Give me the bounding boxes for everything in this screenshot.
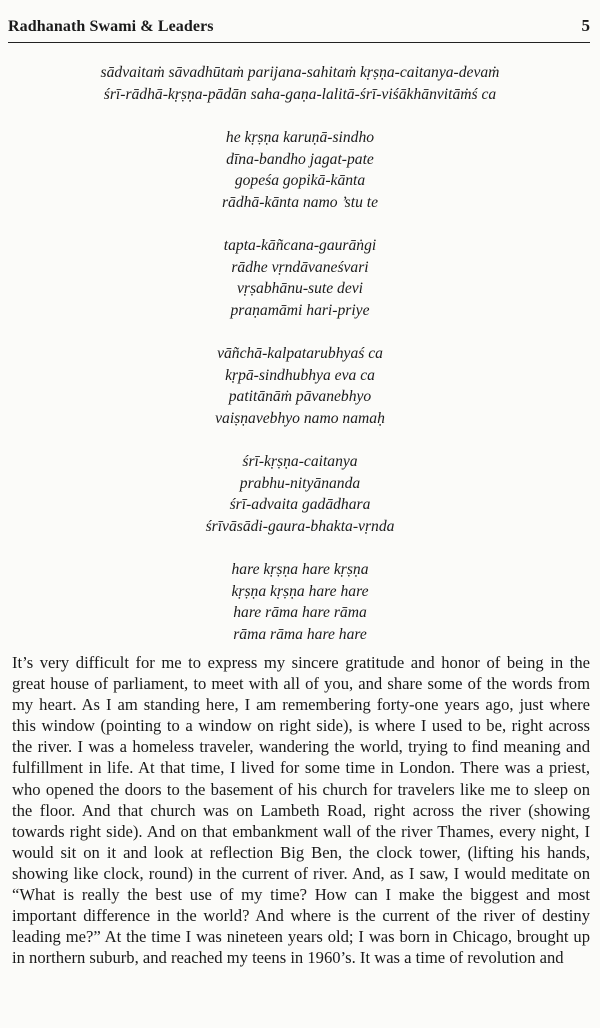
verse-line: vāñchā-kalpatarubhyaś ca: [217, 345, 383, 362]
verse-line: gopeśa gopikā-kānta: [234, 172, 366, 189]
verse-line: kṛpā-sindhubhya eva ca: [225, 366, 375, 384]
verse-line: kṛṣṇa kṛṣṇa hare hare: [231, 582, 369, 600]
verse-line: śrī-rādhā-kṛṣṇa-pādān saha-gaṇa-lalitā-śrī-viśākhānvitāṁś ca: [103, 85, 497, 103]
verse-line: prabhu-nityānanda: [239, 474, 361, 492]
body-text: [12, 652, 590, 968]
verse-line: rādhā-kānta namo ’stu te: [221, 193, 379, 211]
verse-line: hare kṛṣṇa hare kṛṣṇa: [231, 561, 369, 578]
verse-line: śrī-advaita gadādhara: [229, 496, 371, 513]
sanskrit-verses: [0, 62, 600, 667]
verse-line: hare rāma hare rāma: [233, 604, 367, 621]
verse-block: [0, 559, 600, 645]
verse-line: rādhe vṛndāvaneśvari: [231, 258, 369, 276]
verse-line: dīna-bandho jagat-pate: [226, 150, 374, 168]
verse-line: śrī-kṛṣṇa-caitanya: [242, 453, 358, 470]
running-title: Radhanath Swami & Leaders: [8, 18, 214, 35]
page-number: 5: [581, 16, 590, 35]
verse-block: [0, 62, 600, 105]
verse-line: śrīvāsādi-gaura-bhakta-vṛnda: [205, 517, 395, 535]
verse-block: [0, 127, 600, 213]
verse-line: rāma rāma hare hare: [233, 625, 367, 643]
verse-line: sādvaitaṁ sāvadhūtaṁ parijana-sahitaṁ kṛṣṇa-caitanya-devaṁ: [100, 64, 500, 81]
verse-line: praṇamāmi hari-priye: [230, 301, 370, 319]
verse-block: [0, 235, 600, 321]
body-paragraph: It’s very difficult for me to express my sincere gratitude and honor of being in the great house of parliament, to meet with all of you, and share some of the words from my heart. As I am standing here, I am remembering forty-one years ago, just where this window (pointing to a window on right side), is where I used to be, right across the river. I was a homeless traveler, wandering the world, trying to find meaning and fulfillment in life. At that time, I lived for some time in London. There was a priest, who opened the doors to the basement of his church for travelers like me to sleep on the floor. And that church was on Lambeth Road, right across the river (showing towards right side). And on that embankment wall of the river Thames, every night, I would sit on it and look at reflection Big Ben, the clock tower, (lifting his hands, showing like clock, round) in the current of river. And, as I saw, I would meditate on “What is really the best use of my time? How can I make the biggest and most important difference in the world? And where is the current of the river of destiny leading me?” At the time I was nineteen years old; I was born in Chicago, brought up in northern suburb, and reached my teens in 1960’s. It was a time of revolution and: [12, 653, 590, 968]
verse-line: patitānāṁ pāvanebhyo: [228, 388, 372, 405]
verse-line: vaiṣṇavebhyo namo namaḥ: [215, 409, 385, 427]
verse-block: [0, 343, 600, 429]
verse-line: tapta-kāñcana-gaurāṅgi: [223, 237, 377, 254]
verse-line: vṛṣabhānu-sute devi: [236, 280, 364, 297]
verse-block: [0, 451, 600, 537]
running-header: [8, 16, 590, 43]
verse-line: he kṛṣṇa karuṇā-sindho: [225, 129, 375, 146]
